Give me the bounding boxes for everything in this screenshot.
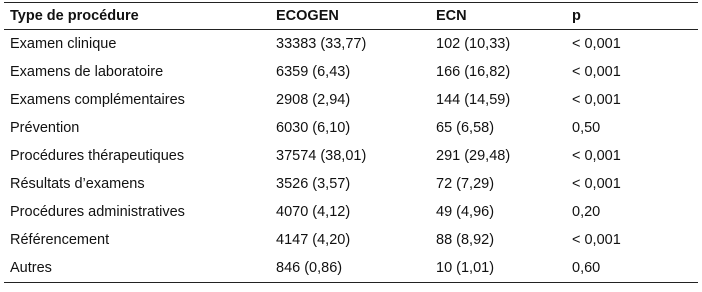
- cell-ecogen: 6030 (6,10): [276, 120, 351, 136]
- cell-ecogen: 6359 (6,43): [276, 64, 351, 80]
- header-p-value: p: [566, 3, 698, 30]
- table-row: [4, 58, 698, 86]
- cell-p: 0,20: [572, 204, 601, 220]
- cell-procedure: Procédures administratives: [10, 204, 185, 220]
- cell-ecn: 291 (29,48): [436, 148, 511, 164]
- cell-ecn: 88 (8,92): [436, 232, 495, 248]
- table-row: [4, 170, 698, 198]
- table-row: [4, 254, 698, 283]
- cell-ecn: 10 (1,01): [430, 254, 566, 283]
- cell-p: < 0,001: [572, 92, 621, 108]
- cell-procedure: Examens de laboratoire: [10, 64, 164, 80]
- cell-ecn: 144 (14,59): [436, 92, 511, 108]
- table-row: [4, 226, 698, 254]
- cell-p: < 0,001: [572, 36, 621, 52]
- table-row: [4, 30, 698, 59]
- cell-p: < 0,001: [572, 64, 621, 80]
- cell-ecogen: 4147 (4,20): [276, 232, 351, 248]
- table-header: [4, 3, 698, 30]
- cell-ecn: 65 (6,58): [436, 120, 495, 136]
- cell-procedure: Examens complémentaires: [10, 92, 185, 108]
- header-type-procedure: Type de procédure: [4, 3, 270, 30]
- cell-p: < 0,001: [572, 232, 621, 248]
- header-row: [4, 3, 698, 30]
- procedure-comparison-table: [4, 2, 698, 283]
- cell-ecn: 49 (4,96): [436, 204, 495, 220]
- cell-p: 0,50: [572, 120, 601, 136]
- header-ecogen: ECOGEN: [270, 3, 430, 30]
- cell-procedure: Autres: [4, 254, 270, 283]
- cell-ecogen: 846 (0,86): [270, 254, 430, 283]
- table-body: [4, 30, 698, 283]
- cell-p: < 0,001: [572, 148, 621, 164]
- table-row: [4, 198, 698, 226]
- cell-ecogen: 37574 (38,01): [276, 148, 367, 164]
- cell-ecn: 102 (10,33): [436, 36, 511, 52]
- header-ecn: ECN: [430, 3, 566, 30]
- cell-procedure: Référencement: [10, 232, 110, 248]
- cell-procedure: Prévention: [10, 120, 80, 136]
- cell-ecn: 72 (7,29): [436, 176, 495, 192]
- cell-ecogen: 2908 (2,94): [276, 92, 351, 108]
- table-row: [4, 114, 698, 142]
- cell-ecogen: 33383 (33,77): [276, 36, 367, 52]
- cell-ecogen: 4070 (4,12): [276, 204, 351, 220]
- cell-ecn: 166 (16,82): [436, 64, 511, 80]
- cell-procedure: Examen clinique: [10, 36, 117, 52]
- table-row: [4, 142, 698, 170]
- cell-p: < 0,001: [572, 176, 621, 192]
- cell-ecogen: 3526 (3,57): [276, 176, 351, 192]
- cell-procedure: Résultats d’examens: [10, 176, 145, 192]
- cell-procedure: Procédures thérapeutiques: [10, 148, 185, 164]
- cell-p: 0,60: [566, 254, 698, 283]
- table-row: [4, 86, 698, 114]
